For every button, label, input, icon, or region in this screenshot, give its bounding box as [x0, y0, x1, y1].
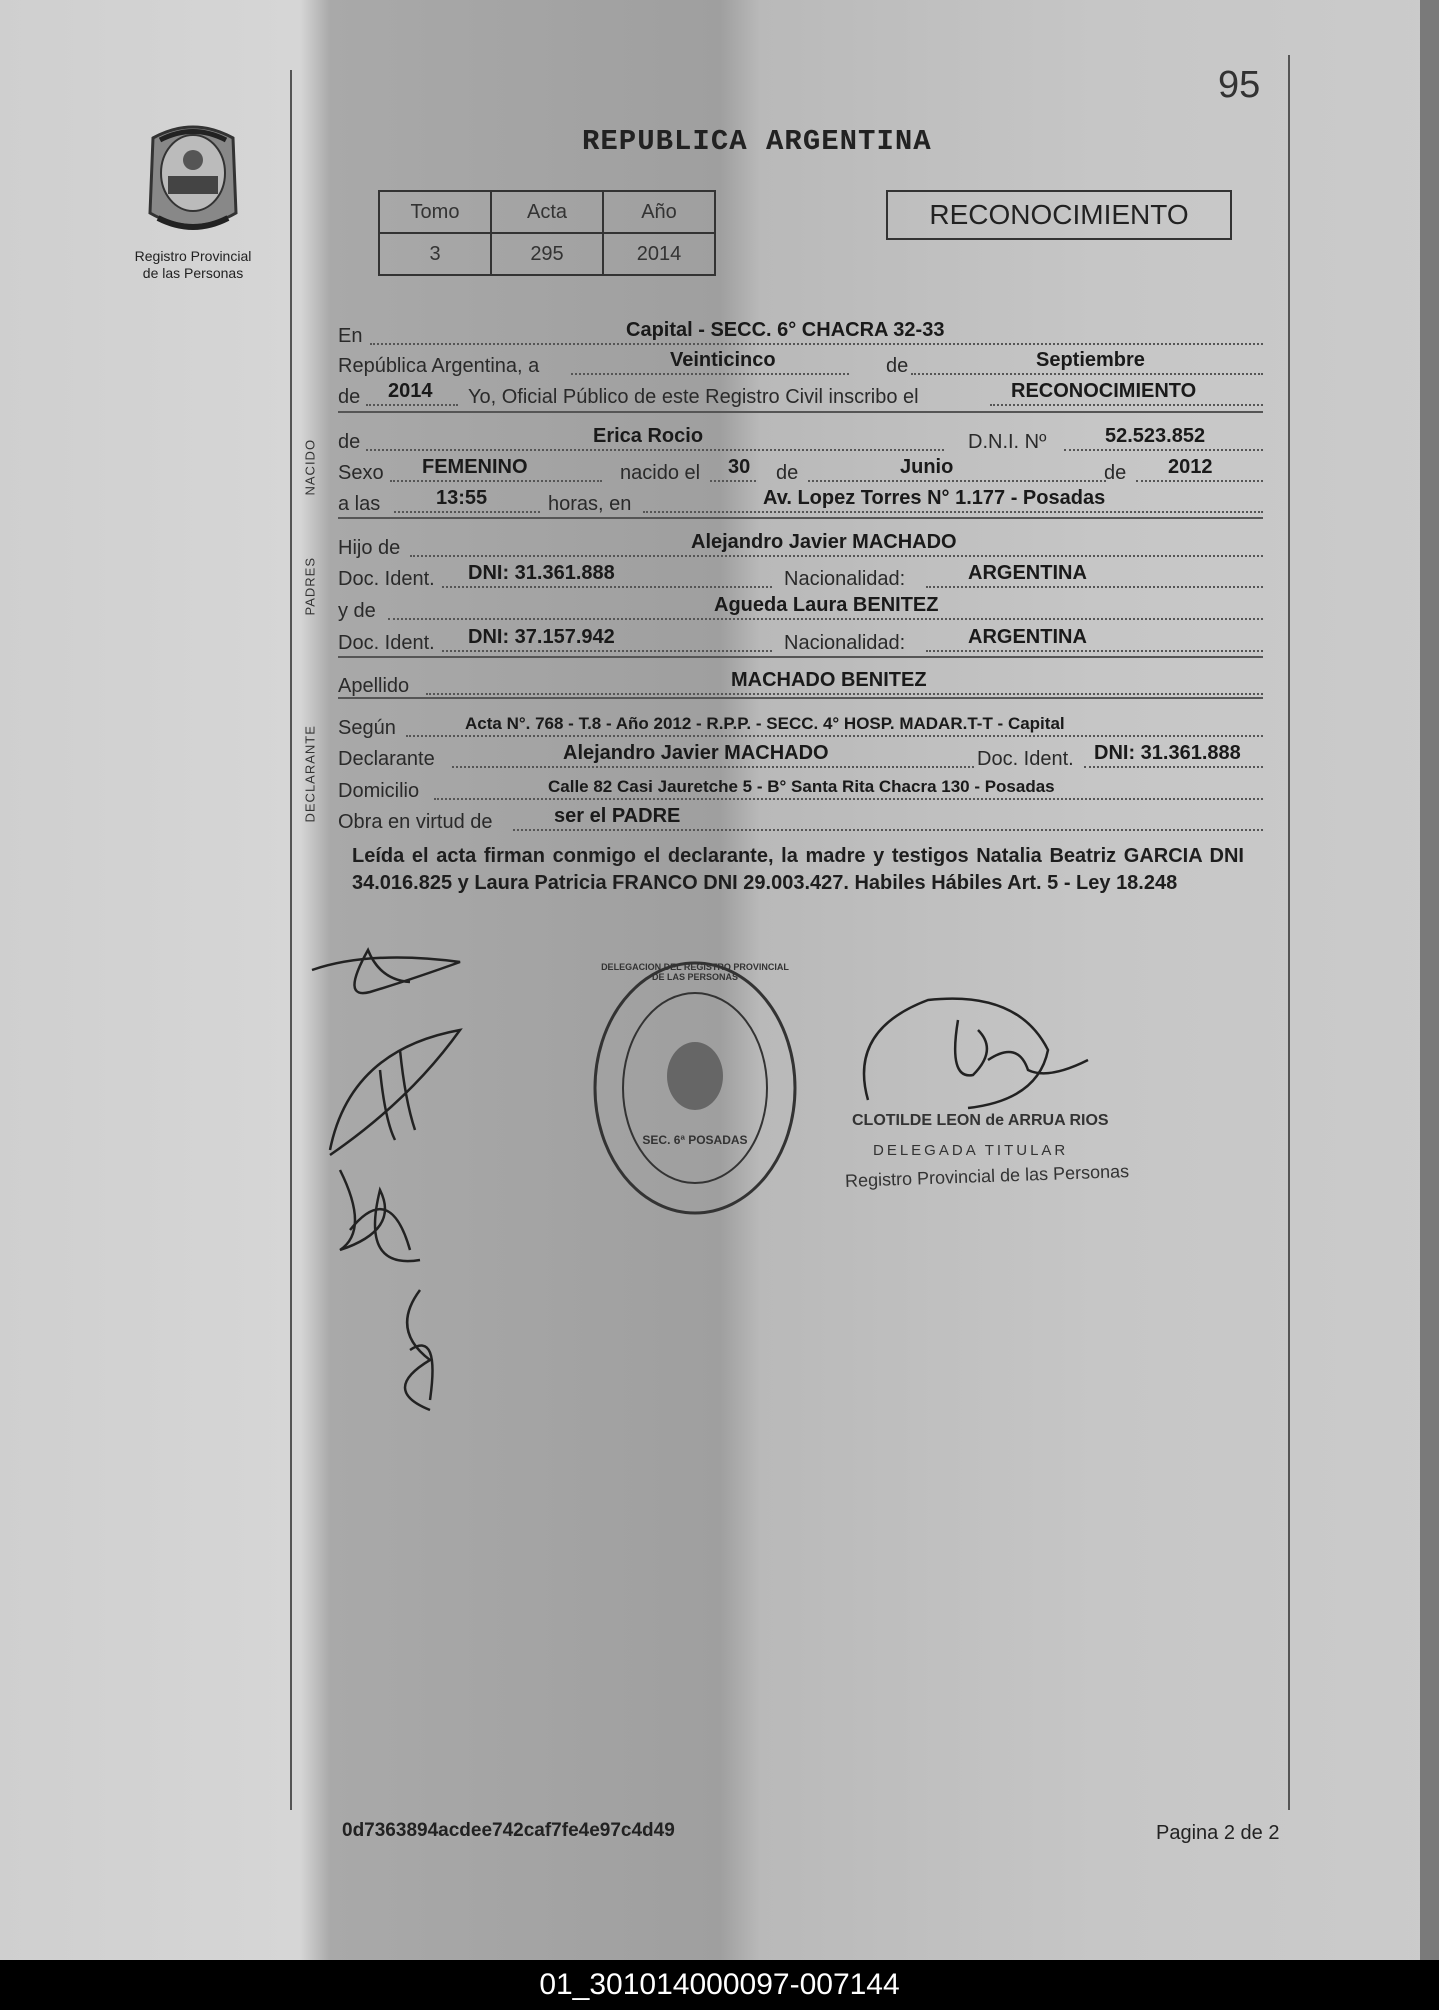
- nacmes-dots: [808, 480, 1106, 482]
- declarante-value: Alejandro Javier MACHADO: [563, 742, 829, 764]
- en-value: Capital - SECC. 6° CHACRA 32-33: [626, 319, 945, 341]
- signatures-left: [310, 930, 570, 1430]
- row-sexo: [338, 457, 1263, 485]
- en-label: En: [338, 325, 363, 347]
- logo-caption-line2: de las Personas: [142, 265, 244, 281]
- registry-table: [378, 190, 716, 276]
- province-logo: [138, 118, 248, 243]
- official-role: DELEGADA TITULAR: [873, 1142, 1069, 1159]
- document-hash: 0d7363894acdee742caf7fe4e97c4d49: [342, 1820, 675, 1841]
- act-type-box: RECONOCIMIENTO: [886, 190, 1232, 240]
- lugar-value: Av. Lopez Torres N° 1.177 - Posadas: [763, 487, 1106, 509]
- declarante-dots: [452, 766, 974, 768]
- madre-nac-value: ARGENTINA: [968, 626, 1087, 648]
- segun-value: Acta N°. 768 - T.8 - Año 2012 - R.P.P. - SECC. 4° HOSP. MADAR.T-T - Capital: [465, 714, 1065, 733]
- sexo-value: FEMENINO: [422, 456, 528, 478]
- right-margin-line: [1288, 55, 1290, 1810]
- sexo-label: Sexo: [338, 462, 384, 484]
- row-nombre: [338, 426, 1263, 454]
- stamp-ring-text: DELEGACION DEL REGISTRO PROVINCIAL DE LAS PERSONAS: [601, 962, 789, 982]
- closing-note: Leída el acta firman conmigo el declarante, la madre y testigos Natalia Beatriz GARCIA DNI 34.016.825 y Laura Patricia FRANCO DNI 29.003.427. Habiles Hábiles Art. 5 - Ley 18.248: [352, 845, 1244, 894]
- horas-label: horas, en: [548, 493, 632, 515]
- nombre-value: Erica Rocio: [593, 425, 704, 447]
- separator-4: [338, 697, 1263, 699]
- nac-dia-value: 30: [728, 456, 751, 478]
- nac-anio-value: 2012: [1168, 456, 1213, 478]
- apellido-value: MACHADO BENITEZ: [731, 669, 927, 691]
- official-signature-icon: [848, 990, 1108, 1120]
- nacanio-dots: [1136, 480, 1263, 482]
- nac-mes-value: Junio: [900, 456, 954, 478]
- inscribo-dots: [990, 404, 1263, 406]
- segun-dots: [406, 735, 1263, 737]
- side-label-declarante: DECLARANTE: [302, 725, 318, 823]
- separator-3: [338, 656, 1263, 658]
- side-label-padres: PADRES: [302, 557, 318, 616]
- apellido-label: Apellido: [338, 675, 410, 697]
- padre-doc-dots: [442, 586, 772, 588]
- madre-value: Agueda Laura BENITEZ: [714, 594, 939, 616]
- padre-value: Alejandro Javier MACHADO: [691, 531, 957, 553]
- row-domicilio: [338, 775, 1263, 803]
- hijo-label: Hijo de: [338, 537, 401, 559]
- madre-doc-dots: [442, 650, 772, 652]
- row-segun: [338, 712, 1263, 740]
- official-stamp: [590, 958, 800, 1218]
- hora-value: 13:55: [436, 487, 488, 509]
- separator-2: [338, 517, 1263, 519]
- decl-doc-value: DNI: 31.361.888: [1094, 742, 1241, 764]
- madre-nac-label: Nacionalidad:: [784, 632, 906, 654]
- official-office: Registro Provincial de las Personas: [844, 1161, 1130, 1191]
- padre-doc-label: Doc. Ident.: [338, 568, 435, 590]
- nombre-label: de: [338, 431, 361, 453]
- nac-de-label: de: [776, 462, 799, 484]
- domicilio-value: Calle 82 Casi Jauretche 5 - B° Santa Rita Chacra 130 - Posadas: [548, 777, 1055, 796]
- sexo-dots: [390, 480, 602, 482]
- nac-de2-label: de: [1104, 462, 1127, 484]
- value-tomo: 3: [379, 233, 491, 275]
- logo-caption-line1: Registro Provincial: [134, 248, 252, 264]
- inscribo-value: RECONOCIMIENTO: [1011, 380, 1197, 402]
- lugar-dots: [643, 511, 1263, 513]
- side-label-nacido: NACIDO: [302, 438, 318, 496]
- dia-value: Veinticinco: [670, 349, 776, 371]
- yo-label: Yo, Oficial Público de este Registro Civil inscribo el: [468, 386, 919, 408]
- row-madre-doc: [338, 627, 1263, 655]
- logo-caption: [113, 248, 273, 282]
- madre-dots: [388, 618, 1263, 620]
- stamp-inner-text: SEC. 6ª POSADAS: [642, 1133, 748, 1147]
- nacdia-dots: [710, 480, 756, 482]
- official-name: CLOTILDE LEON de ARRUA RIOS: [852, 1112, 1109, 1129]
- anio-value: 2014: [388, 380, 433, 402]
- separator-1: [338, 411, 1263, 413]
- header-tomo: Tomo: [379, 191, 491, 233]
- row-apellido: [338, 670, 1263, 698]
- decl-doc-dots: [1084, 766, 1263, 768]
- header-acta: Acta: [491, 191, 603, 233]
- dni-label: D.N.I. Nº: [968, 431, 1047, 453]
- row-en: [338, 320, 1263, 348]
- pagination: Pagina 2 de 2: [1156, 1822, 1280, 1844]
- yde-label: y de: [338, 600, 376, 622]
- obra-dots: [513, 829, 1263, 831]
- document-title: REPUBLICA ARGENTINA: [582, 125, 932, 158]
- apellido-dots: [426, 693, 1263, 695]
- obra-label: Obra en virtud de: [338, 811, 493, 833]
- madre-doc-label: Doc. Ident.: [338, 632, 435, 654]
- header-anio: Año: [603, 191, 715, 233]
- nacido-label: nacido el: [620, 462, 701, 484]
- fecha-dots-1: [571, 373, 849, 375]
- row-obra: [338, 806, 1263, 834]
- row-hijo: [338, 532, 1263, 560]
- madre-doc-value: DNI: 37.157.942: [468, 626, 615, 648]
- domicilio-dots: [434, 798, 1263, 800]
- nombre-dots: [366, 449, 944, 451]
- padre-nac-value: ARGENTINA: [968, 562, 1087, 584]
- value-anio: 2014: [603, 233, 715, 275]
- row-inscribo: [338, 381, 1263, 409]
- padre-nac-dots: [926, 586, 1263, 588]
- stamp-seal-icon: [590, 958, 800, 1218]
- decl-doc-label: Doc. Ident.: [977, 748, 1074, 770]
- padre-nac-label: Nacionalidad:: [784, 568, 906, 590]
- padre-doc-value: DNI: 31.361.888: [468, 562, 615, 584]
- bottom-file-id: 01_301014000097-007144: [0, 1960, 1439, 2010]
- row-padre-doc: [338, 563, 1263, 591]
- mes-value: Septiembre: [1036, 349, 1145, 371]
- segun-label: Según: [338, 717, 396, 739]
- row-declarante: [338, 743, 1263, 771]
- de2-label: de: [338, 386, 361, 408]
- fecha-dots-2: [911, 373, 1263, 375]
- value-acta: 295: [491, 233, 603, 275]
- row-hora: [338, 488, 1263, 516]
- de-label: de: [886, 355, 909, 377]
- scan-edge: [1420, 0, 1439, 1960]
- dni-value: 52.523.852: [1105, 425, 1206, 447]
- anio-dots: [366, 404, 458, 406]
- row-fecha: [338, 350, 1263, 378]
- dni-dots: [1064, 449, 1263, 451]
- en-dots: [370, 343, 1263, 345]
- madre-nac-dots: [926, 650, 1263, 652]
- domicilio-label: Domicilio: [338, 780, 420, 802]
- signature-testigo2-icon: [405, 1290, 433, 1410]
- declarante-label: Declarante: [338, 748, 435, 770]
- signature-madre-icon: [330, 1030, 460, 1155]
- republica-label: República Argentina, a: [338, 355, 540, 377]
- hora-dots: [394, 511, 540, 513]
- alas-label: a las: [338, 493, 381, 515]
- province-seal-icon: [138, 118, 248, 243]
- obra-value: ser el PADRE: [554, 805, 681, 827]
- page-number: 95: [1218, 64, 1261, 106]
- row-madre: [338, 595, 1263, 623]
- signature-testigo1-icon: [340, 1170, 420, 1261]
- signature-declarante-icon: [312, 950, 460, 993]
- left-margin-line: [290, 70, 292, 1810]
- hijo-dots: [410, 555, 1263, 557]
